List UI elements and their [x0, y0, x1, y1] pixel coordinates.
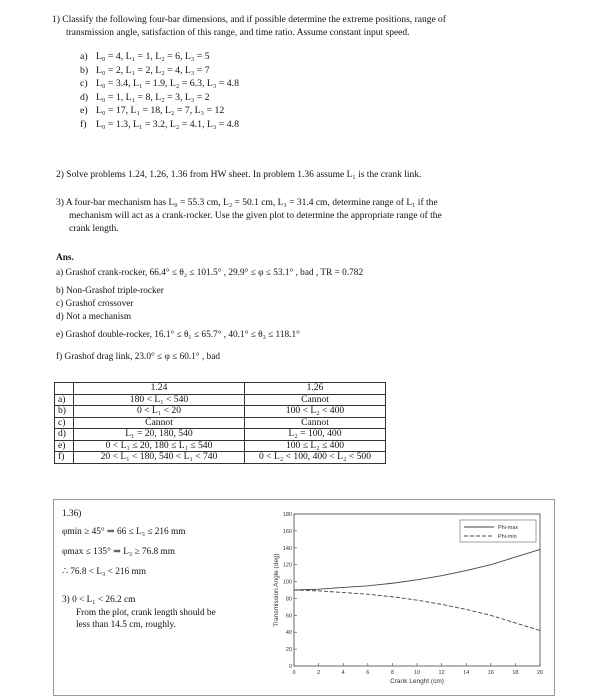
y-tick-label: 180 — [282, 512, 292, 518]
results-table — [54, 382, 386, 464]
y-tick-label: 80 — [285, 596, 292, 603]
q2-text: 2) Solve problems 1.24, 1.26, 1.36 from HW sheet. In problem 1.36 assume L₁ is the crank link. — [56, 170, 422, 180]
y-axis-label: Transmission Angle (deg) — [273, 553, 280, 627]
y-tick-label: 140 — [282, 545, 292, 552]
x-tick-label: 4 — [341, 670, 345, 676]
table-row: b) 0 < L₁ < 20 100 < L₂ < 400 — [55, 406, 386, 418]
x-tick-label: 14 — [463, 670, 470, 676]
p136-line1: φmin ≥ 45° ⇒ 66 ≤ L₃ ≤ 216 mm — [62, 527, 186, 537]
q1-line2: transmission angle, satisfaction of this range, and time ratio. Assume constant input speed. — [66, 28, 410, 38]
table-row: a) 180 < L₁ < 540 Cannot — [55, 394, 386, 406]
p136-line3: ∴ 76.8 < L₃ < 216 mm — [62, 567, 146, 577]
y-tick-label: 120 — [282, 562, 292, 569]
y-tick-label: 60 — [285, 613, 292, 620]
y-tick-label: 20 — [285, 647, 292, 654]
answer-e: e) Grashof double-rocker, 16.1° ≤ θ₁ ≤ 65.7° , 40.1° ≤ θ₃ ≤ 118.1° — [56, 330, 300, 340]
q1-line1: 1) Classify the following four-bar dimensions, and if possible determine the extreme positions, range of — [52, 15, 446, 25]
legend-label: Phi-min — [498, 534, 517, 540]
table-row: c) Cannot Cannot — [55, 417, 386, 429]
p136-line2: φmax ≤ 135° ⇒ L₃ ≥ 76.8 mm — [62, 547, 175, 557]
q3-line1: 3) A four-bar mechanism has L₀ = 55.3 cm, L₂ = 50.1 cm, L₃ = 31.4 cm, determine range of L₁ if the — [56, 198, 438, 208]
answer-c: c) Grashof crossover — [56, 299, 134, 309]
legend-label: Phi-max — [498, 525, 519, 531]
table-row: e) 0 < L₁ ≤ 20, 180 ≤ L₁ ≤ 540 100 ≤ L₂ ≤ 400 — [55, 440, 386, 452]
x-tick-label: 2 — [317, 670, 321, 676]
p136-title: 1.36) — [62, 509, 82, 519]
q3-line2: mechanism will act as a crank-rocker. Use the given plot to determine the appropriate range of the — [69, 211, 442, 221]
y-tick-label: 100 — [282, 579, 292, 586]
table-header-row: 1.24 1.26 — [55, 383, 386, 395]
x-tick-label: 12 — [438, 670, 445, 676]
x-tick-label: 8 — [390, 670, 394, 676]
answers-heading: Ans. — [56, 253, 74, 263]
q3-line3: crank length. — [69, 224, 119, 234]
table-row: f) 20 < L₁ < 180, 540 < L₁ < 740 0 < L₂ < 100, 400 < L₂ < 500 — [55, 452, 386, 464]
x-tick-label: 16 — [487, 670, 494, 676]
table-row: d) L₁ = 20, 180, 540 L₂ = 100, 400 — [55, 429, 386, 441]
x-tick-label: 0 — [292, 670, 296, 676]
x-tick-label: 6 — [366, 670, 370, 676]
y-tick-label: 40 — [285, 630, 292, 637]
x-axis-label: Crank Lenght (cm) — [390, 678, 444, 685]
y-tick-label: 0 — [288, 664, 292, 670]
x-tick-label: 10 — [413, 670, 421, 676]
answer-a: a) Grashof crank-rocker, 66.4° ≤ θ₂ ≤ 101.5° , 29.9° ≤ φ ≤ 53.1° , bad , TR = 0.782 — [56, 268, 364, 278]
x-tick-label: 20 — [536, 670, 544, 676]
p3-line2: From the plot, crank length should be — [76, 608, 216, 618]
list-item: a) L₀ = 4, L₁ = 1, L₂ = 6, L₃ = 5 — [80, 51, 210, 62]
answer-f: f) Grashof drag link, 23.0° ≤ φ ≤ 60.1° , bad — [56, 352, 220, 362]
list-item: d) L₀ = 1, L₁ = 8, L₂ = 3, L₃ = 2 — [80, 91, 210, 103]
p3-line3: less than 14.5 cm, roughly. — [76, 620, 176, 630]
p3-line1: 3) 0 < L₁ < 26.2 cm — [62, 595, 136, 605]
answer-d: d) Not a mechanism — [56, 312, 132, 322]
transmission-angle-chart — [268, 508, 550, 692]
x-tick-label: 18 — [512, 670, 519, 676]
y-tick-label: 160 — [282, 528, 292, 535]
list-item: b) L₀ = 2, L₁ = 2, L₂ = 4, L₃ = 7 — [80, 64, 210, 76]
list-item: e) L₀ = 17, L₁ = 18, L₂ = 7, L₃ = 12 — [80, 105, 225, 116]
list-item: c) L₀ = 3.4, L₁ = 1.9, L₂ = 6.3, L₃ = 4.8 — [80, 78, 239, 89]
answer-b: b) Non-Grashof triple-rocker — [56, 286, 164, 296]
list-item: f) L₀ = 1.3, L₁ = 3.2, L₂ = 4.1, L₃ = 4.8 — [80, 118, 239, 130]
q1-item-list — [80, 50, 239, 131]
